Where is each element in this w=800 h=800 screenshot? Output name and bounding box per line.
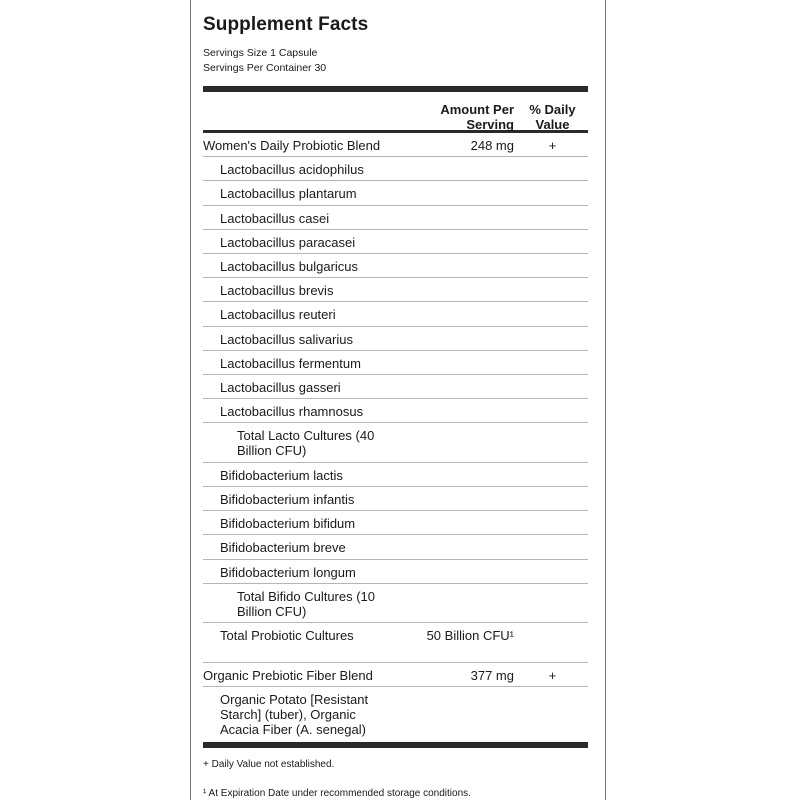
- ingredient-name: Lactobacillus fermentum: [220, 355, 361, 371]
- table-row: [203, 399, 588, 423]
- ingredient-name: Lactobacillus paracasei: [220, 234, 356, 250]
- ingredient-name: Lactobacillus acidophilus: [220, 162, 364, 178]
- ingredient-name: Organic Prebiotic Fiber Blend: [203, 667, 373, 683]
- ingredient-amount: [393, 278, 514, 301]
- table-row: [203, 623, 588, 663]
- table-header: [203, 92, 588, 133]
- table-row: [203, 254, 588, 278]
- table-row: [203, 584, 588, 624]
- table-row: [203, 687, 588, 743]
- table-row: [203, 157, 588, 181]
- table-row: [203, 278, 588, 302]
- ingredient-dv: [514, 157, 588, 180]
- table-row: [203, 663, 588, 687]
- ingredient-dv: [514, 399, 588, 422]
- ingredient-amount: [393, 254, 514, 277]
- ingredient-dv: [514, 230, 588, 253]
- table-row: [203, 302, 588, 326]
- ingredient-amount: [393, 351, 514, 374]
- table-row: [203, 487, 588, 511]
- table-row: [203, 133, 588, 157]
- ingredient-name: Lactobacillus casei: [220, 210, 330, 226]
- ingredient-dv: [514, 584, 588, 623]
- table-row: [203, 511, 588, 535]
- ingredient-dv: [514, 181, 588, 204]
- ingredient-dv: [514, 463, 588, 486]
- footnote-expiration: ¹ At Expiration Date under recommended storage conditions.: [203, 787, 471, 799]
- ingredient-amount: [393, 327, 514, 350]
- ingredient-dv: [514, 423, 588, 462]
- table-row: [203, 351, 588, 375]
- ingredient-dv: [514, 351, 588, 374]
- table-row: [203, 463, 588, 487]
- ingredient-dv: [514, 560, 588, 583]
- ingredient-name: Total Lacto Cultures (40 Billion CFU): [237, 428, 375, 459]
- ingredient-name: Lactobacillus gasseri: [220, 379, 341, 395]
- amount-header: Amount Per Serving: [440, 102, 514, 132]
- daily-value-header: % Daily Value: [529, 102, 576, 132]
- ingredient-amount: [393, 230, 514, 253]
- ingredient-amount: [393, 399, 514, 422]
- ingredient-dv: +: [548, 138, 557, 153]
- ingredient-name: Total Probiotic Cultures: [220, 628, 354, 644]
- table-row: [203, 423, 588, 463]
- ingredient-dv: +: [548, 667, 557, 683]
- ingredient-dv: [514, 487, 588, 510]
- ingredient-amount: [393, 487, 514, 510]
- ingredient-name: Lactobacillus brevis: [220, 283, 334, 299]
- ingredient-name: Lactobacillus reuteri: [220, 307, 336, 323]
- ingredient-name: Bifidobacterium longum: [220, 564, 356, 580]
- facts-table: [203, 86, 588, 800]
- ingredient-amount: [393, 560, 514, 583]
- ingredient-dv: [514, 511, 588, 534]
- ingredient-name: Bifidobacterium infantis: [220, 491, 355, 507]
- ingredient-amount: [393, 181, 514, 204]
- ingredient-amount: 50 Billion CFU¹: [426, 628, 514, 644]
- ingredient-dv: [514, 254, 588, 277]
- ingredient-name: Bifidobacterium lactis: [220, 467, 343, 483]
- ingredient-dv: [514, 206, 588, 229]
- servings-per-container: Servings Per Container 30: [203, 62, 327, 74]
- ingredient-amount: [393, 535, 514, 558]
- ingredient-name: Lactobacillus plantarum: [220, 186, 357, 202]
- ingredient-dv: [514, 302, 588, 325]
- table-row: [203, 327, 588, 351]
- ingredient-amount: 377 mg: [470, 667, 514, 683]
- ingredient-name: Bifidobacterium bifidum: [220, 516, 356, 532]
- ingredient-amount: [393, 375, 514, 398]
- serving-size: Servings Size 1 Capsule: [203, 47, 318, 59]
- table-row: [203, 535, 588, 559]
- table-row: [203, 206, 588, 230]
- ingredient-amount: [393, 511, 514, 534]
- ingredient-name: Women's Daily Probiotic Blend: [203, 138, 381, 153]
- ingredient-name: Bifidobacterium breve: [220, 540, 346, 556]
- ingredient-dv: [514, 327, 588, 350]
- ingredient-amount: 248 mg: [470, 138, 514, 153]
- ingredient-dv: [514, 278, 588, 301]
- footnote-daily-value: + Daily Value not established.: [203, 758, 335, 770]
- ingredient-name: Lactobacillus salivarius: [220, 331, 353, 347]
- ingredient-name: Total Bifido Cultures (10 Billion CFU): [237, 588, 376, 619]
- ingredient-name: Lactobacillus bulgaricus: [220, 258, 359, 274]
- table-row: [203, 375, 588, 399]
- ingredient-amount: [393, 302, 514, 325]
- supplement-facts-panel: [190, 0, 606, 800]
- ingredient-amount: [393, 687, 514, 743]
- ingredient-dv: [514, 687, 588, 743]
- ingredient-dv: [514, 375, 588, 398]
- ingredient-amount: [393, 423, 514, 462]
- panel-title: Supplement Facts: [203, 14, 369, 35]
- ingredient-dv: [514, 535, 588, 558]
- ingredient-dv: [514, 623, 588, 662]
- ingredient-amount: [393, 157, 514, 180]
- ingredient-name: Organic Potato [Resistant Starch] (tuber), Organic Acacia Fiber (A. senegal): [220, 691, 369, 737]
- table-row: [203, 181, 588, 205]
- ingredient-amount: [393, 206, 514, 229]
- ingredient-amount: [393, 463, 514, 486]
- table-row: [203, 230, 588, 254]
- table-row: [203, 560, 588, 584]
- ingredient-amount: [393, 584, 514, 623]
- ingredient-name: Lactobacillus rhamnosus: [220, 404, 364, 420]
